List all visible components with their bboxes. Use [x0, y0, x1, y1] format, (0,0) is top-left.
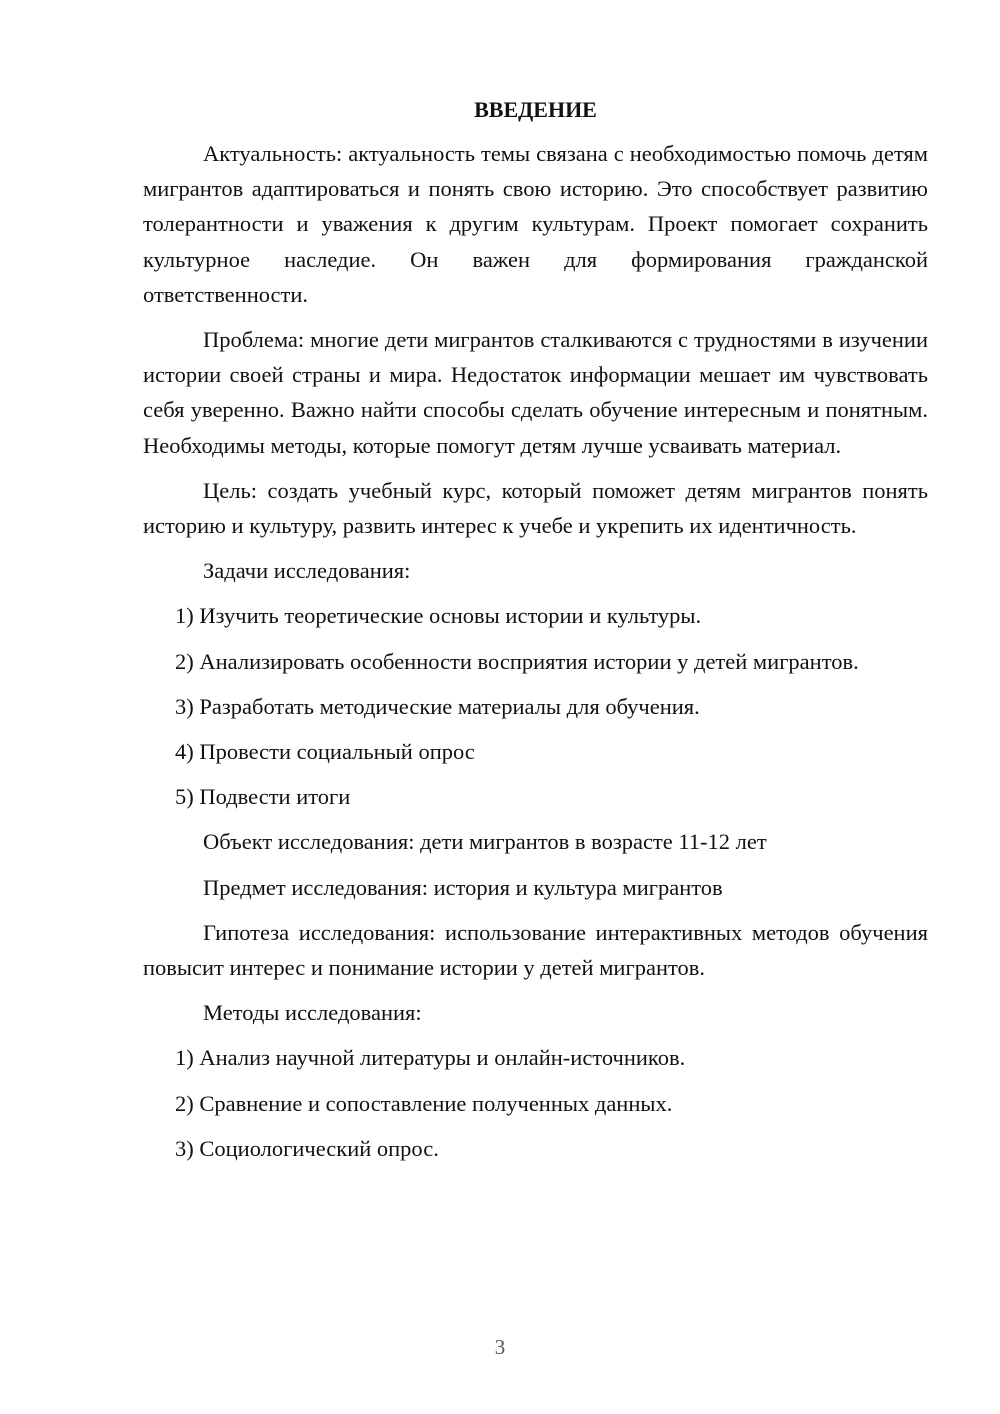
method-item-3: 3) Социологический опрос.	[175, 1135, 439, 1161]
methods-heading: Методы исследования:	[203, 1000, 422, 1026]
goal-paragraph: Цель: создать учебный курс, который поможет детям мигрантов понять историю и культуру, развить интерес к учебе и укрепить их идентичность.	[143, 477, 928, 539]
problem-paragraph: Проблема: многие дети мигрантов сталкиваются с трудностями в изучении истории своей страны и мира. Недостаток информации мешает им чувствовать себя уверенно. Важно найти способы сделать обучение интересным и понятным. Необходимы методы, которые помогут детям лучше усваивать материал.	[143, 327, 928, 458]
task-item-2: 2) Анализировать особенности восприятия истории у детей мигрантов.	[175, 648, 859, 674]
section-title: ВВЕДЕНИЕ	[474, 97, 597, 122]
task-item-5: 5) Подвести итоги	[175, 784, 351, 810]
hypothesis-paragraph: Гипотеза исследования: использование интерактивных методов обучения повысит интерес и понимание истории у детей мигрантов.	[143, 919, 928, 981]
page-number: 3	[494, 1335, 506, 1359]
method-item-1: 1) Анализ научной литературы и онлайн-источников.	[175, 1045, 686, 1071]
relevance-paragraph: Актуальность: актуальность темы связана с необходимостью помочь детям мигрантов адаптироваться и понять свою историю. Это способствует развитию толерантности и уважения к другим культурам. Проект помогает сохранить культурное наследие. Он важен для формирования гражданской ответственности.	[143, 141, 928, 307]
task-item-4: 4) Провести социальный опрос	[175, 739, 475, 765]
page-content	[143, 94, 928, 1176]
method-item-2: 2) Сравнение и сопоставление полученных данных.	[175, 1090, 673, 1116]
object-paragraph: Объект исследования: дети мигрантов в возрасте 11-12 лет	[203, 829, 767, 855]
subject-paragraph: Предмет исследования: история и культура мигрантов	[203, 874, 723, 900]
task-item-3: 3) Разработать методические материалы для обучения.	[175, 693, 700, 719]
task-item-1: 1) Изучить теоретические основы истории и культуры.	[175, 603, 702, 629]
tasks-heading: Задачи исследования:	[203, 558, 411, 584]
